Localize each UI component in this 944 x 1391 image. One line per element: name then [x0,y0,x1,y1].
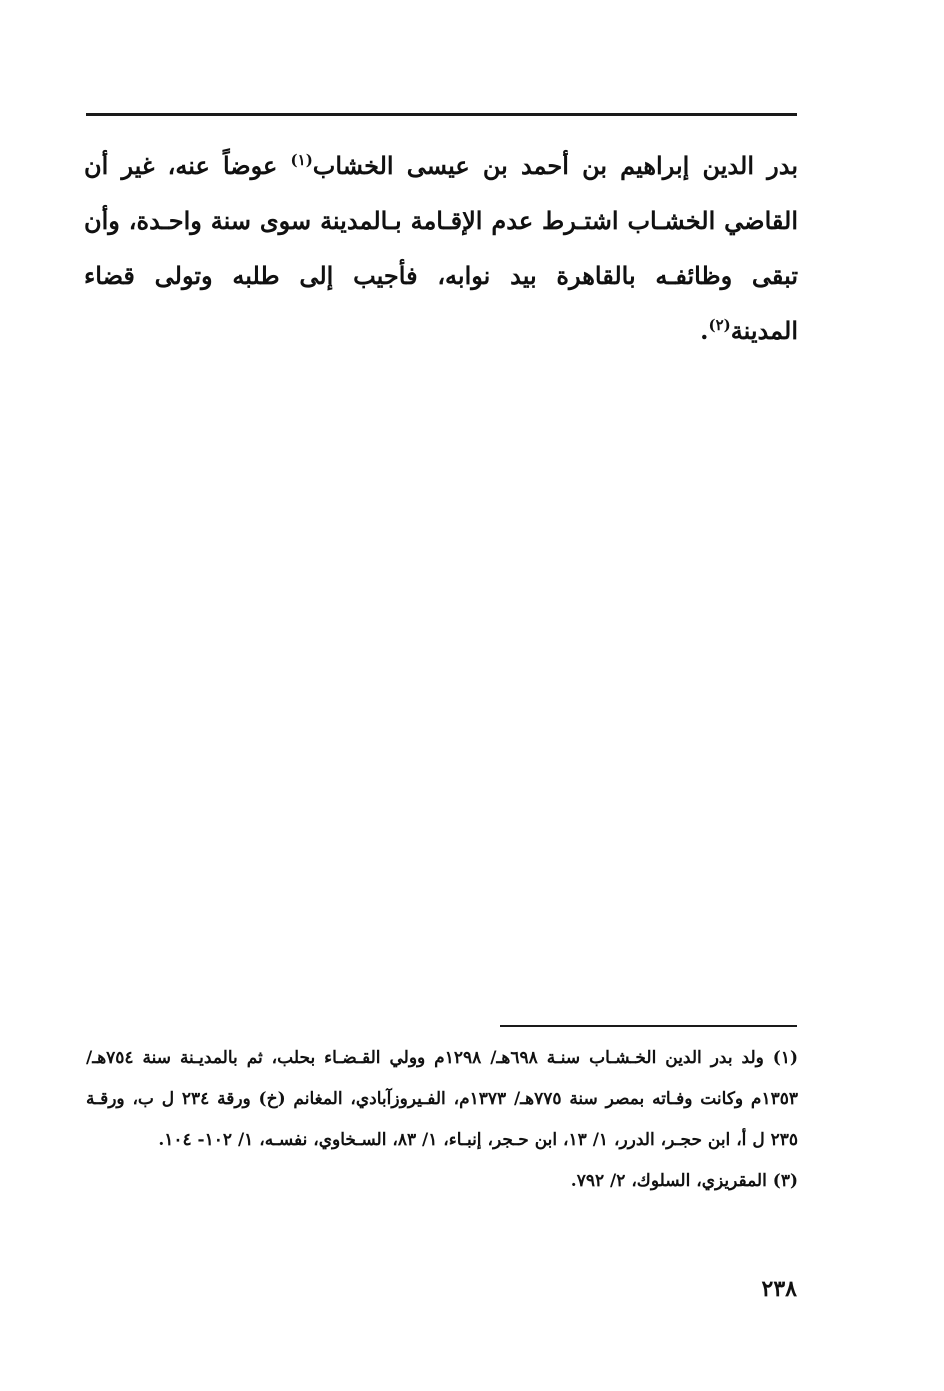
main-paragraph [84,138,798,358]
footnote-1 [86,1038,798,1161]
footnote-number: (١) [772,1048,799,1068]
footnote-text: ولد بدر الدين الخـشـاب سنـة ٦٩٨هـ/ ١٢٩٨م وولي القـضـاء بحلب، ثم بالمديـنة سنة ٧٥٤هـ/ ١٣٥٣م وكانت وفـاته بمصر سنة ٧٧٥هـ/ ١٣٧٣م، الفـيروزآبادي، المغانم (خ) ورقة ٢٣٤ ل ب، ورقـة ٢٣٥ ل أ، ابن حجـر، الدرر، ١/ ١٣، ابن حـجر، إنبـاء، ١/ ٨٣، السـخاوي، نفسـه، ١/ ١٠٢- ١٠٤. [86,1048,798,1150]
footnotes-section [86,1038,798,1202]
page-number: ٢٣٨ [761,1276,797,1302]
paragraph-text-part: عوضاً عنه، غير أن القاضي الخشـاب اشتـرط عدم الإقـامة بـالمدينة سوى سنة واحـدة، وأن تبقى وظائفـه بالقاهرة بيد نوابه، فأجيب إلى طلبه وتولى قضاء المدينة [84,151,798,345]
footnote-text: المقريزي، السلوك، ٢/ ٧٩٢. [570,1171,773,1191]
paragraph-text-part: . [700,316,709,345]
header-rule [86,113,797,116]
footnote-reference-2: (٢) [708,316,731,334]
footnote-number: (٣) [772,1171,798,1191]
footnote-separator [500,1025,797,1027]
footnote-reference-1: (١) [290,151,313,169]
footnote-3 [86,1161,798,1202]
paragraph-text-part: بدر الدين إبراهيم بن أحمد بن عيسى الخشاب [312,151,798,180]
paragraph [84,138,798,358]
